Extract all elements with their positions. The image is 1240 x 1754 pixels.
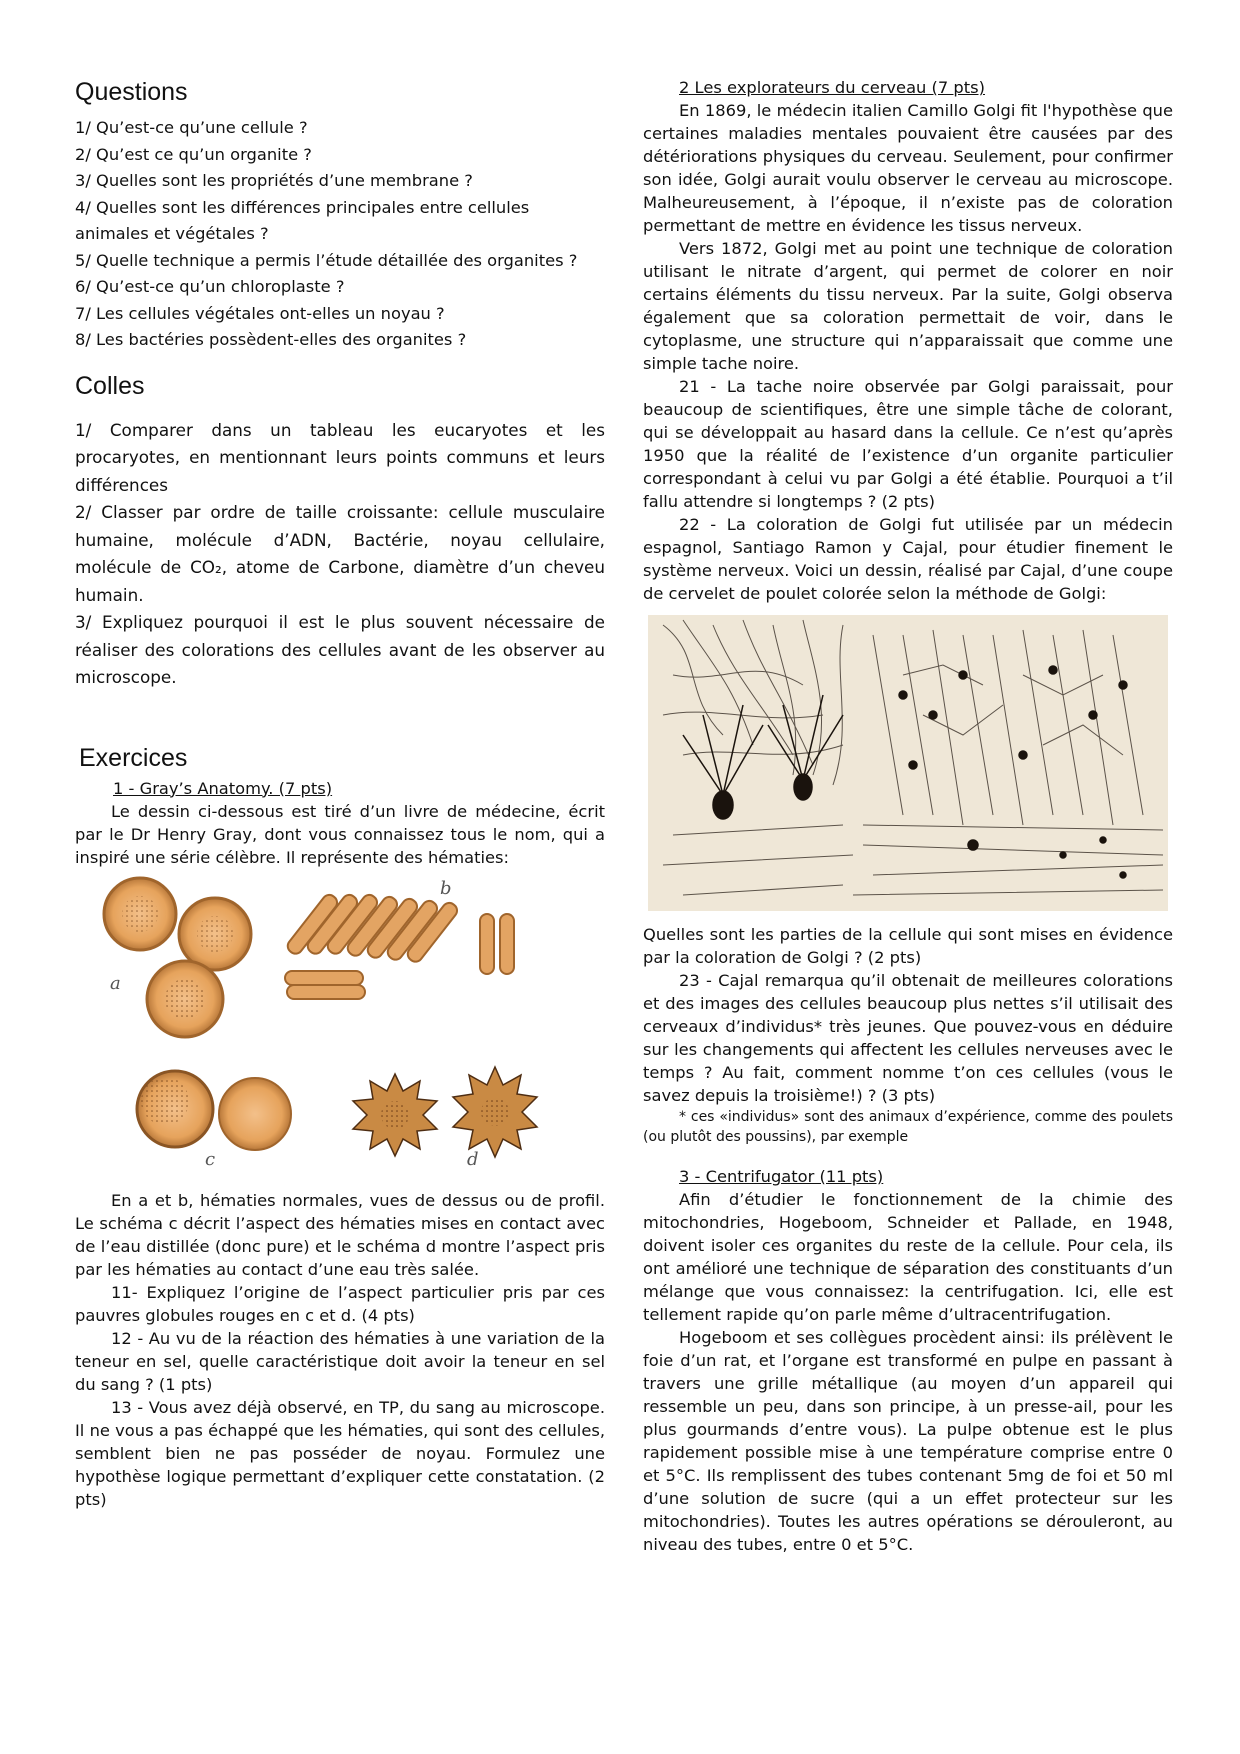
question-3: 3/ Quelles sont les propriétés d’une membrane ? <box>75 171 473 190</box>
rbc-normal-top-view <box>104 878 251 1037</box>
question-22-followup: Quelles sont les parties de la cellule qui sont mises en évidence par la coloration de Golgi ? (2 pts) <box>643 925 1173 967</box>
question-21: 21 - La tache noire observée par Golgi paraissait, pour beaucoup de scientifiques, être une simple tâche de colorant, qui se développait au hasard dans la cellule. Ce n’est qu’après 1950 que la réalité de l’existence d’un organite particulier correspondant à celui vu par Golgi a été établie. Pourquoi a t’il fallu attendre si longtemps ? (2 pts) <box>643 377 1173 511</box>
exercise-2-title: 2 Les explorateurs du cerveau (7 pts) <box>679 78 985 97</box>
right-column <box>643 70 1173 1556</box>
exercise-3-p2: Hogeboom et ses collègues procèdent ainsi: ils prélèvent le foie d’un rat, et l’organe est transformé en pulpe en passant à travers une grille métallique (au moyen d’un appareil qui ressemble un peu, dans son principe, à un presse-ail, pour les plus gourmands d’entre vous). La pulpe obtenue est le plus rapidement possible mise à une température comprise entre 0 et 5°C. Ils remplissent des tubes contenant 5mg de foi et 50 ml d’une solution de sucre (qui a un effet protecteur sur les mitochondries). Toutes les autres opérations se dérouleront, au niveau des tubes, entre 0 et 5°C. <box>643 1328 1173 1554</box>
exercise-2-p1: En 1869, le médecin italien Camillo Golgi fit l'hypothèse que certaines maladies mentales pouvaient être causées par des détériorations physiques du cerveau. Seulement, pour confirmer son idée, Golgi aurait voulu observer le cerveau au microscope. Malheureusement, à l’époque, il n’existe pas de coloration permettant de mettre en évidence les tissus nerveux. <box>643 101 1173 235</box>
rbc-salty-water <box>353 1067 537 1157</box>
question-22: 22 - La coloration de Golgi fut utilisée par un médecin espagnol, Santiago Ramon y Cajal, pour étudier finement le système nerveux. Voici un dessin, réalisé par Cajal, d’une coupe de cervelet de poulet colorée selon la méthode de Golgi: <box>643 515 1173 603</box>
question-12: 12 - Au vu de la réaction des hématies à une variation de la teneur en sel, quelle caractéristique doit avoir la teneur en sel du sang ? (1 pts) <box>75 1328 605 1394</box>
label-c: c <box>205 1148 216 1170</box>
question-5: 5/ Quelle technique a permis l’étude détaillée des organites ? <box>75 250 578 270</box>
exercise-1-intro: Le dessin ci-dessous est tiré d’un livre de médecine, écrit par le Dr Henry Gray, dont vous connaissez tous le nom, qui a inspiré une série célèbre. Il représente des hématies: <box>75 801 605 867</box>
question-23: 23 - Cajal remarqua qu’il obtenait de meilleures colorations et des images des cellules beaucoup plus nettes s’il utilisait des cerveaux d’individus* très jeunes. Que pouvez-vous en déduire sur les changements qui affectent les cellules nerveuses avec le temps ? Au fait, comment nomme t’on ces cellules (vous le savez depuis la troisième!) ? (3 pts) <box>643 971 1173 1105</box>
label-b: b <box>440 877 452 899</box>
label-d: d <box>467 1148 479 1170</box>
colle-2: 2/ Classer par ordre de taille croissante: cellule musculaire humaine, molécule d’ADN, Bactérie, noyau cellulaire, molécule de CO₂, atome de Carbone, diamètre d’un cheveu humain. <box>75 502 605 605</box>
exercise-3-title: 3 - Centrifugator (11 pts) <box>679 1167 884 1186</box>
colles-heading: Colles <box>75 371 145 400</box>
exercise-1-title: 1 - Gray’s Anatomy. (7 pts) <box>113 778 333 798</box>
question-6: 6/ Qu’est-ce qu’un chloroplaste ? <box>75 277 345 296</box>
colle-3: 3/ Expliquez pourquoi il est le plus souvent nécessaire de réaliser des colorations des cellules avant de les observer au microscope. <box>75 612 605 687</box>
rbc-normal-profile-view <box>285 892 514 999</box>
exercices-heading: Exercices <box>79 743 188 772</box>
question-4: 4/ Quelles sont les différences principales entre cellules animales et végétales ? <box>75 197 530 243</box>
question-8: 8/ Les bactéries possèdent-elles des organites ? <box>75 330 467 349</box>
exercise-1-caption: En a et b, hématies normales, vues de dessus ou de profil. Le schéma c décrit l’aspect des hématies mises en contact avec de l’eau distillée (donc pure) et le schéma d montre l’aspect pris par les hématies au contact d’une eau très salée. <box>75 1190 605 1279</box>
questions-heading: Questions <box>75 78 188 106</box>
left-column <box>75 70 605 1511</box>
label-a: a <box>110 972 121 994</box>
exercise-2-p2: Vers 1872, Golgi met au point une technique de coloration utilisant le nitrate d’argent, qui permet de colorer en noir certains éléments du tissu nerveux. Par la suite, Golgi observa également que sa coloration permettait de voir, dans le cytoplasme, une structure qui n’apparaissait que comme une simple tache noire. <box>643 239 1173 373</box>
cajal-cerebellum-drawing <box>643 615 1173 915</box>
exercise-3-p1: Afin d’étudier le fonctionnement de la chimie des mitochondries, Hogeboom, Schneider et Pallade, en 1948, doivent isoler ces organites du reste de la cellule. Pour cela, ils ont amélioré une technique de séparation des constituants d’un mélange que vous connaissez: la centrifugation. Ici, elle est tellement rapide qu’on parle même d’ultracentrifugation. <box>643 1190 1173 1324</box>
footnote-individus: * ces «individus» sont des animaux d’expérience, comme des poulets (ou plutôt des poussins), par exemple <box>643 1109 1173 1145</box>
red-blood-cells-figure <box>75 869 605 1179</box>
colle-1: 1/ Comparer dans un tableau les eucaryotes et les procaryotes, en mentionnant leurs points communs et leurs différences <box>75 419 605 495</box>
rbc-distilled-water <box>137 1071 291 1150</box>
question-11: 11- Expliquez l’origine de l’aspect particulier pris par ces pauvres globules rouges en c et d. (4 pts) <box>75 1282 605 1325</box>
question-13: 13 - Vous avez déjà observé, en TP, du sang au microscope. Il ne vous a pas échappé que les hématies, qui sont des cellules, semblent bien ne pas posséder de noyau. Formulez une hypothèse logique permettant d’expliquer cette constatation. (2 pts) <box>75 1397 605 1509</box>
question-1: 1/ Qu’est-ce qu’une cellule ? <box>75 118 308 137</box>
question-2: 2/ Qu’est ce qu’un organite ? <box>75 144 312 164</box>
question-7: 7/ Les cellules végétales ont-elles un noyau ? <box>75 303 445 323</box>
